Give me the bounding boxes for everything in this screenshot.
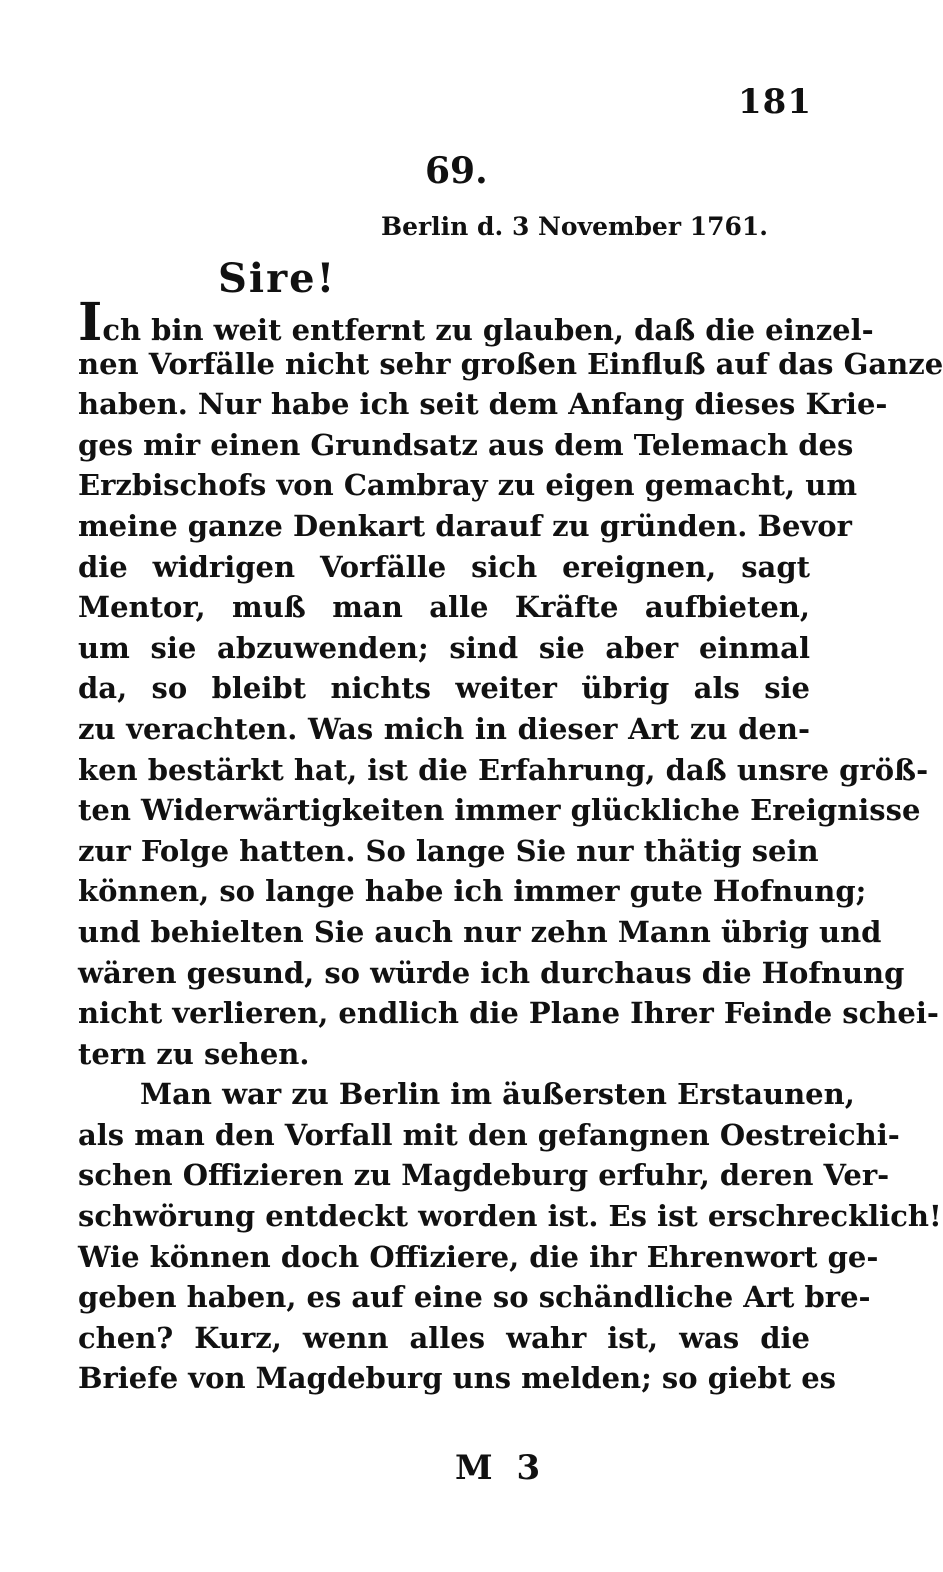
text-line: können, so lange habe ich immer gute Hofnung; bbox=[78, 874, 867, 909]
page-number: 181 bbox=[738, 82, 812, 122]
text-line: wären gesund, so würde ich durchaus die Hofnung bbox=[78, 955, 905, 990]
text-line: haben. Nur habe ich seit dem Anfang dieses Krie- bbox=[78, 387, 888, 422]
text-line: Briefe von Magdeburg uns melden; so giebt es bbox=[78, 1361, 836, 1396]
text-line: schwörung entdeckt worden ist. Es ist erschrecklich! bbox=[78, 1199, 942, 1234]
letter-body bbox=[78, 292, 943, 1399]
text-line: als man den Vorfall mit den gefangnen Oestreichi- bbox=[78, 1117, 900, 1152]
text-line: zu verachten. Was mich in dieser Art zu den- bbox=[78, 711, 810, 746]
text-line: geben haben, es auf eine so schändliche Art bre- bbox=[78, 1280, 871, 1315]
text-line: ges mir einen Grundsatz aus dem Telemach des bbox=[78, 427, 854, 462]
letter-number: 69. bbox=[425, 150, 488, 192]
text-line: die widrigen Vorfälle sich ereignen, sagt bbox=[78, 549, 810, 584]
text-line: Mentor, muß man alle Kräfte aufbieten, bbox=[78, 590, 810, 625]
text-line: chen? Kurz, wenn alles wahr ist, was die bbox=[78, 1320, 810, 1355]
text-line: und behielten Sie auch nur zehn Mann übrig und bbox=[78, 914, 882, 949]
text-line: meine ganze Denkart darauf zu gründen. Bevor bbox=[78, 508, 852, 543]
text-line: nicht verlieren, endlich die Plane Ihrer Feinde schei- bbox=[78, 996, 939, 1031]
text-line: tern zu sehen. bbox=[78, 1036, 310, 1071]
signature-mark: M 3 bbox=[455, 1448, 547, 1488]
text-line: da, so bleibt nichts weiter übrig als sie bbox=[78, 671, 810, 706]
text-line: um sie abzuwenden; sind sie aber einmal bbox=[78, 630, 810, 665]
text-line: zur Folge hatten. So lange Sie nur thätig sein bbox=[78, 833, 819, 868]
text-line: Man war zu Berlin im äußersten Erstaunen, bbox=[140, 1077, 855, 1112]
text-line: schen Offizieren zu Magdeburg erfuhr, deren Ver- bbox=[78, 1158, 890, 1193]
salutation: Sire! bbox=[218, 255, 337, 302]
text-line: ken bestärkt hat, ist die Erfahrung, daß unsre größ- bbox=[78, 752, 929, 787]
text-line: ten Widerwärtigkeiten immer glückliche Ereignisse bbox=[78, 793, 921, 828]
text-line: nen Vorfälle nicht sehr großen Einfluß auf das Ganze bbox=[78, 346, 943, 381]
text-line: Erzbischofs von Cambray zu eigen gemacht, um bbox=[78, 468, 858, 503]
text-line: Ich bin weit entfernt zu glauben, daß die einzel- bbox=[78, 292, 874, 353]
dateline: Berlin d. 3 November 1761. bbox=[380, 212, 768, 241]
text-line: Wie können doch Offiziere, die ihr Ehrenwort ge- bbox=[78, 1239, 879, 1274]
